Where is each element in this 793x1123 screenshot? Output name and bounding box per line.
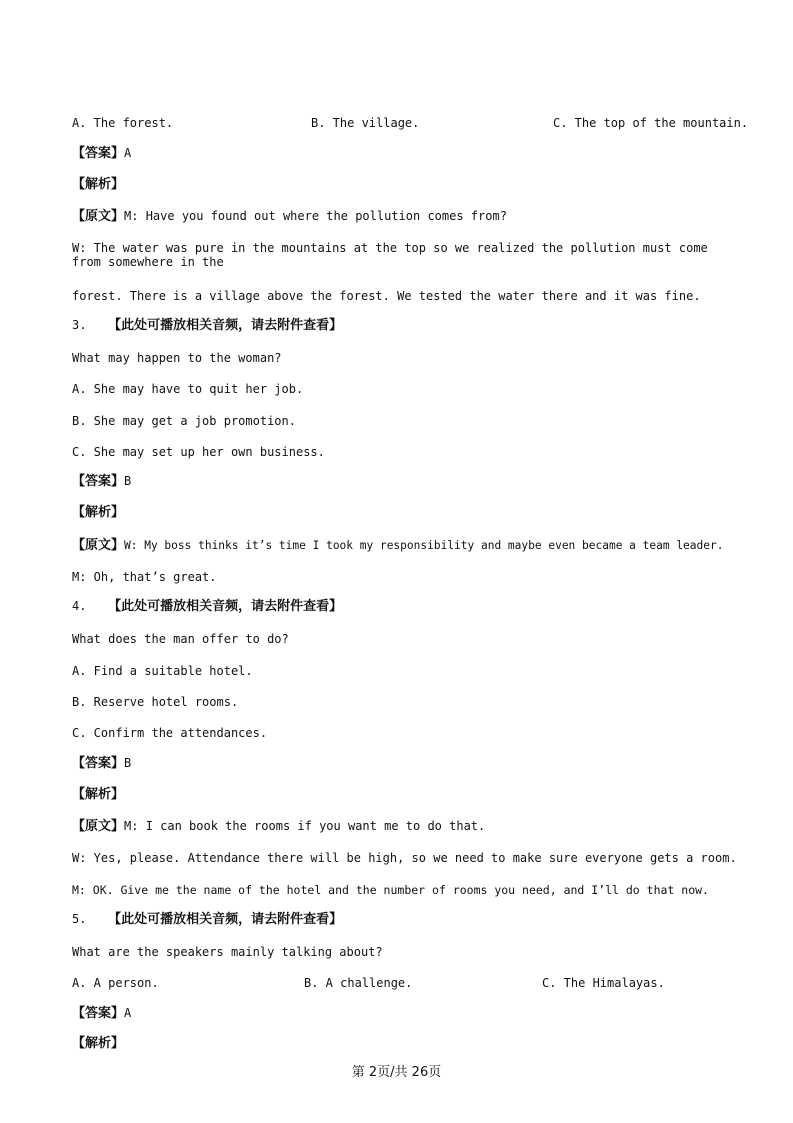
answer-value: A [124,146,132,160]
answer-label: 【答案】 [72,474,125,489]
answer-value: B [124,474,132,488]
page-footer: 第 2页/共 26页 [351,1065,442,1080]
answer-label: 【答案】 [72,756,125,771]
q4-heading [72,599,342,614]
q5-heading [72,912,342,927]
q4-option-c: C. Confirm the attendances. [72,726,268,740]
q2-analysis [72,177,124,192]
q4-analysis [72,787,124,802]
transcript-text: W: My boss thinks it’s time I took my responsibility and maybe even became a team leader. [124,539,724,552]
q5-analysis [72,1036,124,1051]
analysis-label: 【解析】 [72,787,125,802]
q3-option-a: A. She may have to quit her job. [72,382,304,396]
q3-transcript-2: M: Oh, that’s great. [72,570,217,584]
q4-transcript-3: M: OK. Give me the name of the hotel and the number of rooms you need, and I’ll do that now. [72,883,709,897]
q3-option-b: B. She may get a job promotion. [72,414,296,428]
answer-label: 【答案】 [72,146,125,161]
q3-transcript-1 [72,538,723,553]
analysis-label: 【解析】 [72,177,125,192]
question-number: 3. [72,318,87,332]
question-number: 4. [72,599,87,613]
q4-transcript-1 [72,819,485,834]
q3-answer [72,474,131,489]
q3-analysis [72,505,124,520]
q5-answer [72,1006,131,1021]
q2-transcript-1 [72,209,507,224]
question-number: 5. [72,912,87,926]
q4-option-a: A. Find a suitable hotel. [72,664,253,678]
q4-transcript-2: W: Yes, please. Attendance there will be high, so we need to make sure everyone gets a room. [72,851,737,865]
analysis-label: 【解析】 [72,505,125,520]
q2-transcript-2: W: The water was pure in the mountains at the top so we realized the pollution must come from somewhere in the [72,241,708,269]
audio-note[interactable]: 【此处可播放相关音频，请去附件查看】 [108,912,343,927]
transcript-label: 【原文】 [72,209,125,224]
q2-option-a: A. The forest. [72,116,174,130]
q3-question: What may happen to the woman? [72,351,282,365]
answer-value: B [124,756,132,770]
audio-note[interactable]: 【此处可播放相关音频，请去附件查看】 [108,599,343,614]
q3-heading [72,318,342,333]
transcript-text: M: I can book the rooms if you want me to do that. [124,819,486,833]
q4-question: What does the man offer to do? [72,632,289,646]
q5-option-a: A. A person. [72,976,159,990]
q2-option-c: C. The top of the mountain. [553,116,749,130]
q5-question: What are the speakers mainly talking about? [72,945,383,959]
answer-label: 【答案】 [72,1006,125,1021]
answer-value: A [124,1006,132,1020]
q3-option-c: C. She may set up her own business. [72,445,325,459]
transcript-text: M: Have you found out where the pollution comes from? [124,209,507,223]
q2-answer [72,146,131,161]
transcript-label: 【原文】 [72,819,125,834]
analysis-label: 【解析】 [72,1036,125,1051]
q2-option-b: B. The village. [311,116,420,130]
q4-answer [72,756,131,771]
q2-transcript-3: forest. There is a village above the forest. We tested the water there and it was fine. [72,289,701,303]
transcript-label: 【原文】 [72,538,125,553]
audio-note[interactable]: 【此处可播放相关音频，请去附件查看】 [108,318,343,333]
q5-option-c: C. The Himalayas. [542,976,665,990]
q5-option-b: B. A challenge. [304,976,413,990]
q4-option-b: B. Reserve hotel rooms. [72,695,239,709]
